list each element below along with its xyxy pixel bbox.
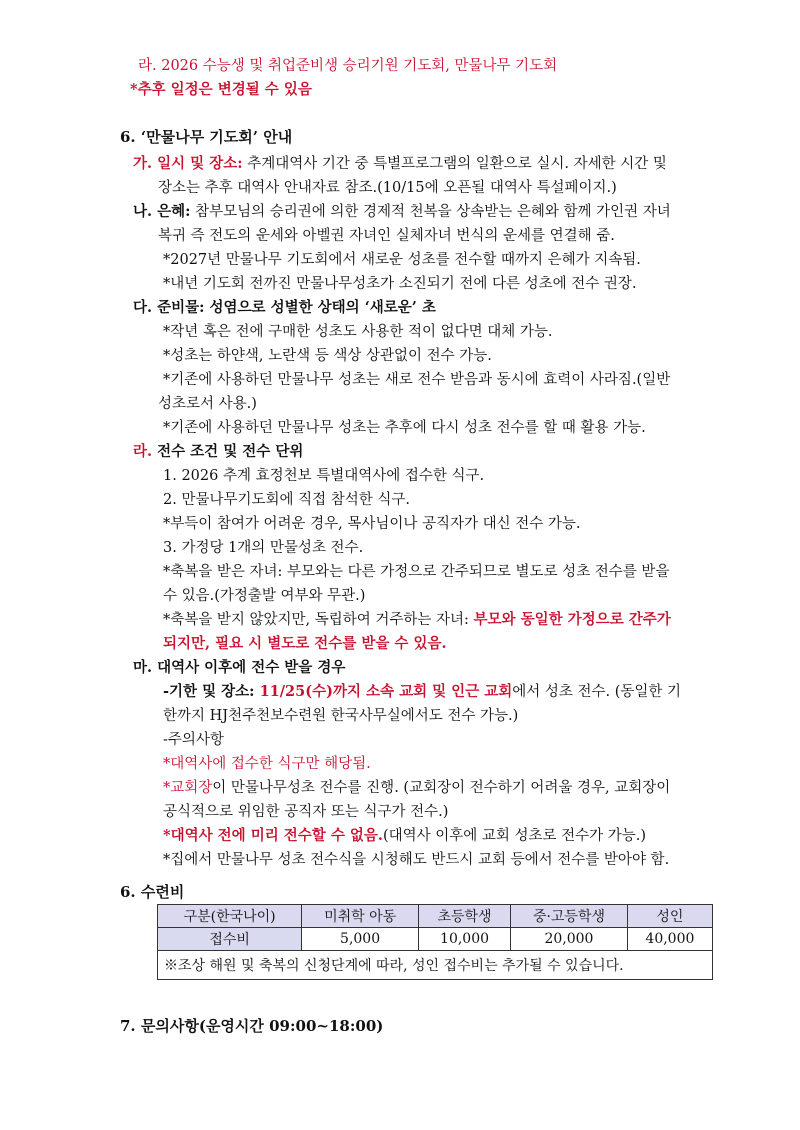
schedule-change-note: *추후 일정은 변경될 수 있음 xyxy=(130,81,312,98)
item-ra-2-note: *부득이 참여가 어려운 경우, 목사님이나 공직자가 대신 전수 가능. xyxy=(163,516,581,532)
item-ra-3-note-c-text: *축복을 받지 않았지만, 독립하여 거주하는 자녀: xyxy=(163,612,474,628)
item-ma-caution: -주의사항 xyxy=(163,732,224,748)
item-ra-3-note-b: 수 있음.(가정출발 여부와 무관.) xyxy=(163,588,366,604)
item-ma-period xyxy=(163,682,681,702)
item-ra-2: 2. 만물나무기도회에 직접 참석한 식구. xyxy=(163,492,410,508)
item-ma-caution-1: *대역사에 접수한 식구만 해당됨. xyxy=(163,756,371,772)
item-ma-period-red: 11/25(수)까지 소속 교회 및 인근 교회 xyxy=(259,683,513,700)
fee-header-cell: 성인 xyxy=(627,905,712,928)
item-ra-3: 3. 가정당 1개의 만물성초 전수. xyxy=(163,540,364,556)
item-da-label: 다. 준비물: 성염으로 성별한 상태의 ‘새로운’ 초 xyxy=(133,299,436,316)
item-ma-caution-2-text: 이 만물나무성초 전수를 진행. (교회장이 전수하기 어려울 경우, 교회장이 xyxy=(212,780,671,796)
item-ra-3-note-a: *축복을 받은 자녀: 부모와는 다른 가정으로 간주되므로 별도로 성초 전수를 받을 xyxy=(163,564,670,580)
item-da-note3b: 성초로서 사용.) xyxy=(158,396,257,412)
item-ra-label: 라. xyxy=(133,443,153,460)
fee-cell: 5,000 xyxy=(302,928,419,951)
fee-header-cell: 초등학생 xyxy=(418,905,510,928)
item-ma-caution-4: *집에서 만물나무 성초 전수식을 시청해도 반드시 교회 등에서 전수를 받아야 함. xyxy=(163,852,670,868)
section-title-inquiries: 7. 문의사항(운영시간 09:00~18:00) xyxy=(120,1017,384,1035)
item-da-note2: *성초는 하얀색, 노란색 등 색상 상관없이 전수 가능. xyxy=(163,348,492,364)
fee-header-cell: 구분(한국나이) xyxy=(158,905,302,928)
item-ma-caution-2-red: *교회장 xyxy=(163,780,213,796)
section-title-prayer-meeting: 6. ‘만물나무 기도회’ 안내 xyxy=(120,128,293,146)
fee-table-row xyxy=(158,928,713,951)
fee-table xyxy=(157,904,713,980)
item-da-note3a: *기존에 사용하던 만물나무 성초는 새로 전수 받음과 동시에 효력이 사라짐.(일반 xyxy=(163,372,671,388)
fee-table-note-row xyxy=(158,951,713,980)
item-ma-period-text2: 한까지 HJ천주천보수련원 한국사무실에서도 전수 가능.) xyxy=(163,708,519,724)
item-ma-caution-3-red: *대역사 전에 미리 전수할 수 없음. xyxy=(163,827,383,844)
item-ma-caution-2 xyxy=(163,778,670,798)
item-ra xyxy=(133,442,303,462)
item-ra-3-note-c-red: 부모와 동일한 가정으로 간주가 xyxy=(473,611,671,628)
fee-cell: 접수비 xyxy=(158,928,302,951)
item-da-note4: *기존에 사용하던 만물나무 성초는 추후에 다시 성초 전수를 할 때 활용 가능. xyxy=(163,420,646,436)
item-na-text: 참부모님의 승리권에 의한 경제적 천복을 상속받는 은혜와 함께 가인권 자녀 xyxy=(190,204,671,220)
item-da-note1: *작년 혹은 전에 구매한 성초도 사용한 적이 없다면 대체 가능. xyxy=(163,324,553,340)
fee-header-cell: 중·고등학생 xyxy=(511,905,628,928)
item-na-label: 나. 은혜: xyxy=(133,203,191,220)
item-ma-period-label: -기한 및 장소: xyxy=(163,683,260,700)
fee-cell: 10,000 xyxy=(418,928,510,951)
item-ga-text: 추계대역사 기간 중 특별프로그램의 일환으로 실시. 자세한 시간 및 xyxy=(242,156,667,172)
fee-header-cell: 미취학 아동 xyxy=(302,905,419,928)
item-na-note1: *2027년 만물나무 기도회에서 새로운 성초를 전수할 때까지 은혜가 지속됨. xyxy=(163,252,641,268)
fee-cell: 40,000 xyxy=(627,928,712,951)
item-ga-text2: 장소는 추후 대역사 안내자료 참조.(10/15에 오픈될 대역사 특설페이지.) xyxy=(158,180,617,196)
item-na-text2: 복귀 즉 전도의 운세와 아벨권 자녀인 실체자녀 번식의 운세를 연결해 줌. xyxy=(158,228,615,244)
item-ma-caution-3 xyxy=(163,826,646,846)
item-ra-prayer-meetings: 라. 2026 수능생 및 취업준비생 승리기원 기도회, 만물나무 기도회 xyxy=(138,58,558,74)
item-na-note2: *내년 기도회 전까진 만물나무성초가 소진되기 전에 다른 성초에 전수 권장. xyxy=(163,276,637,292)
item-ma-period-text: 에서 성초 전수. (동일한 기 xyxy=(512,684,682,700)
item-ga xyxy=(133,154,667,174)
item-ra-title: 전수 조건 및 전수 단위 xyxy=(152,443,304,460)
item-ma-label: 마. 대역사 이후에 전수 받을 경우 xyxy=(133,659,346,676)
item-ma-caution-2-text2: 공식적으로 위임한 공직자 또는 식구가 전수.) xyxy=(163,804,449,820)
fee-table-note: ※조상 해원 및 축복의 신청단계에 따라, 성인 접수비는 추가될 수 있습니다. xyxy=(158,951,713,980)
item-ma-caution-3-text: (대역사 이후에 교회 성초로 전수가 가능.) xyxy=(382,828,647,844)
fee-cell: 20,000 xyxy=(511,928,628,951)
item-ga-label: 가. 일시 및 장소: xyxy=(133,155,243,172)
item-ra-1: 1. 2026 추계 효정천보 특별대역사에 접수한 식구. xyxy=(163,468,485,484)
fee-table-header-row xyxy=(158,905,713,928)
item-na xyxy=(133,202,671,222)
item-ra-3-note-c xyxy=(163,610,671,630)
item-ra-3-note-d: 되지만, 필요 시 별도로 전수를 받을 수 있음. xyxy=(163,635,447,652)
section-title-fees: 6. 수련비 xyxy=(120,883,185,901)
